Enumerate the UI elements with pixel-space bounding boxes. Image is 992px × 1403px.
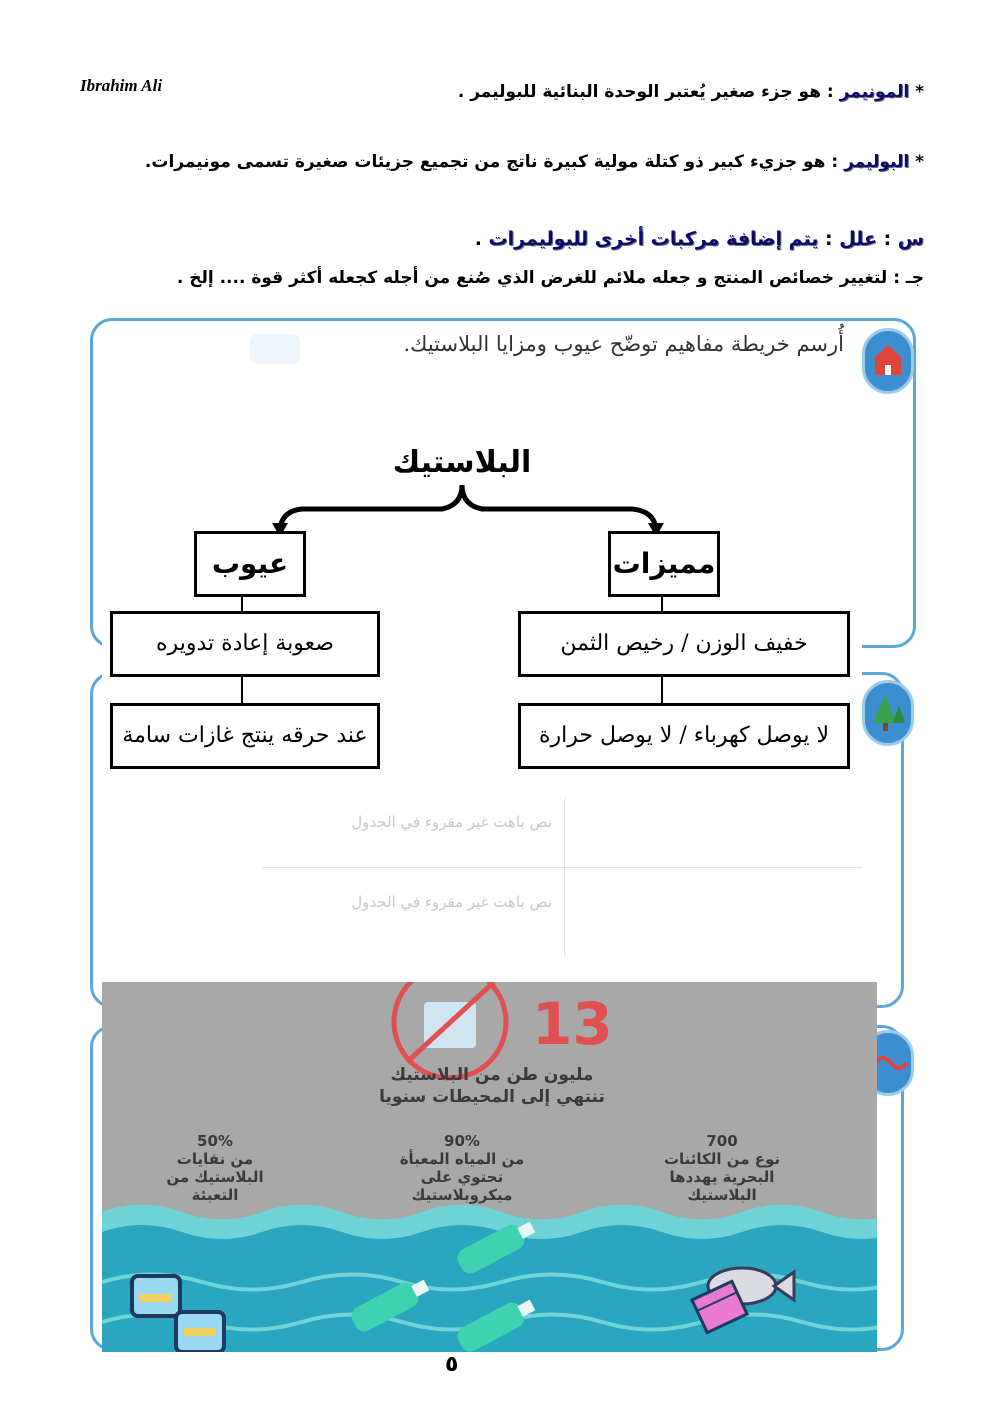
concept-map-title: البلاستيك — [392, 445, 532, 480]
definition-polymer — [145, 152, 924, 172]
tree-icon — [862, 680, 914, 746]
textbook-prompt: أُرسم خريطة مفاهيم توضّح عيوب ومزايا البلاستيك. — [403, 332, 844, 356]
stat-block — [352, 1132, 572, 1204]
stat-text: من المياه المعبأة — [399, 1150, 525, 1168]
disadvantage-item-2: عند حرقه ينتج غازات سامة — [110, 703, 380, 769]
big-number: 13 — [532, 990, 613, 1058]
stat-text: التعبئة — [191, 1186, 239, 1204]
house-icon — [862, 328, 914, 394]
question-text: يتم إضافة مركبات أخرى للبوليمرات — [488, 228, 819, 250]
stat-block — [622, 1132, 822, 1204]
stat-value: 700 — [706, 1132, 738, 1150]
author-name: Ibrahim Ali — [80, 76, 163, 95]
stat-value: 90% — [444, 1132, 480, 1150]
sep: : — [818, 228, 840, 250]
advantage-item-1: خفيف الوزن / رخيص الثمن — [518, 611, 850, 677]
question-word: علل — [839, 228, 877, 250]
plastic-infographic — [102, 982, 877, 1352]
answer-line: جـ : لتغيير خصائص المنتج و جعله ملائم للغرض الذي صُنع من أجله كجعله أكثر قوة .... إلخ . — [176, 268, 924, 288]
subtitle-line-1: مليون طن من البلاستيك — [390, 1065, 594, 1085]
stat-text: البلاستيك من — [166, 1168, 264, 1186]
definition-monomer — [458, 82, 924, 102]
definition-text: : هو جزيء كبير ذو كتلة مولية كبيرة ناتج من تجميع جزيئات صغيرة تسمى مونيمرات. — [144, 152, 845, 172]
sep: : — [876, 228, 898, 250]
term-polymer: البوليمر — [844, 152, 910, 172]
advantage-item-2: لا يوصل كهرباء / لا يوصل حرارة — [518, 703, 850, 769]
bullet: * — [909, 82, 924, 102]
faded-table: نص باهت غير مقروء في الجدول نص باهت غير مقروء في الجدول — [262, 796, 862, 957]
disadvantage-item-1: صعوبة إعادة تدويره — [110, 611, 380, 677]
bag-icon — [132, 1276, 180, 1316]
advantages-head: مميزات — [608, 531, 720, 597]
definition-text: : هو جزء صغير يُعتبر الوحدة البنائية للبوليمر . — [457, 82, 840, 102]
bag-icon — [176, 1312, 224, 1352]
stat-block — [130, 1132, 300, 1204]
term-monomer: المونيمر — [839, 82, 910, 102]
page-number: ٥ — [445, 1352, 459, 1377]
stat-text: نوع من الكائنات — [663, 1150, 781, 1168]
disadvantages-head: عيوب — [194, 531, 306, 597]
stat-text: تحتوي على — [420, 1168, 504, 1186]
bullet: * — [909, 152, 924, 172]
question-prefix: س — [897, 228, 924, 250]
subtitle-line-2: تنتهي إلى المحيطات سنويا — [379, 1087, 605, 1107]
question-end: . — [474, 228, 489, 250]
stat-text: ميكروبلاستيك — [411, 1186, 513, 1204]
stat-text: البلاستيك — [687, 1186, 757, 1204]
question-line — [475, 228, 924, 250]
stat-text: البحرية يهددها — [669, 1168, 775, 1186]
concept-map — [102, 405, 862, 797]
stat-text: من نفايات — [176, 1150, 254, 1168]
prompt-highlight — [250, 334, 300, 364]
stat-value: 50% — [197, 1132, 233, 1150]
infographic-subtitle — [302, 1064, 682, 1108]
